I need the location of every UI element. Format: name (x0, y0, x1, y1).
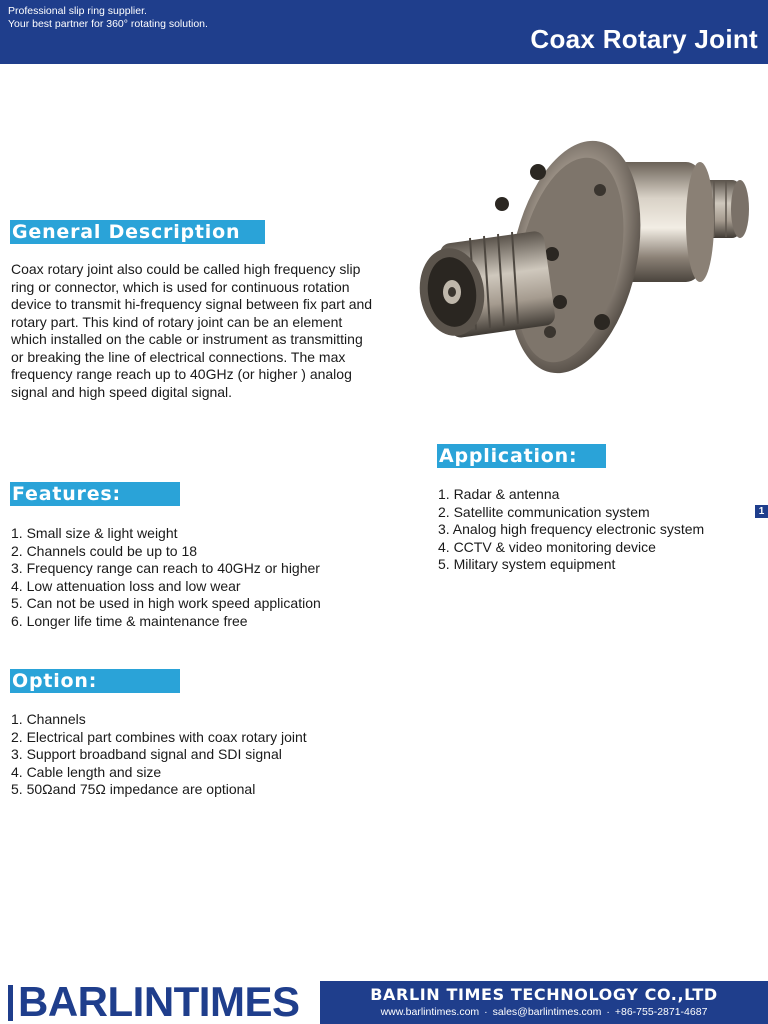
list-item: 3. Support broadband signal and SDI signal (11, 746, 282, 763)
general-description-text: Coax rotary joint also could be called high frequency slip ring or connector, which is used for continuous rotation device to transmit hi-frequency signal between fix part and rotary part. This kind of rotary joint can be an element which installed on the cable or instrument as transmitting or breaking the line of electrical connections. The max frequency range reach up to 40GHz (or higher ) analog signal and high speed digital signal. (11, 261, 373, 400)
list-item: 1. Small size & light weight (11, 525, 178, 541)
option-heading: Option: (10, 669, 180, 693)
tagline-line-1: Professional slip ring supplier. (8, 5, 147, 17)
general-description-heading: General Description (10, 220, 265, 244)
logo-accent-bar (8, 985, 13, 1021)
list-item: 2. Channels could be up to 18 (11, 542, 198, 559)
option-list (11, 711, 307, 799)
footer-band (320, 981, 768, 1024)
contact-line (320, 1006, 768, 1018)
list-item: 1. Channels (11, 711, 86, 727)
list-item: 5. Can not be used in high work speed application (11, 595, 321, 612)
features-list (11, 525, 321, 631)
company-name: BARLIN TIMES TECHNOLOGY CO.,LTD (370, 985, 718, 1004)
application-list (438, 486, 704, 574)
product-photo (410, 132, 760, 382)
application-heading: Application: (437, 444, 606, 468)
list-item: 4. CCTV & video monitoring device (438, 538, 656, 555)
list-item: 4. Cable length and size (11, 763, 162, 780)
list-item: 6. Longer life time & maintenance free (11, 612, 248, 629)
separator: · (606, 1006, 610, 1018)
separator: · (484, 1006, 488, 1018)
phone-number: +86-755-2871-4687 (614, 1006, 708, 1018)
tagline-line-2: Your best partner for 360° rotating solution. (8, 18, 208, 30)
tagline (8, 5, 208, 31)
front-connector (414, 230, 556, 340)
list-item: 2. Satellite communication system (438, 503, 650, 520)
list-item: 2. Electrical part combines with coax rotary joint (11, 728, 307, 745)
email-link[interactable]: sales@barlintimes.com (492, 1006, 602, 1018)
company-logo: BARLINTIMES (18, 978, 300, 1024)
list-item: 3. Analog high frequency electronic system (438, 521, 705, 538)
website-link[interactable]: www.barlintimes.com (380, 1006, 480, 1018)
list-item: 1. Radar & antenna (438, 486, 560, 502)
features-heading: Features: (10, 482, 180, 506)
list-item: 5. 50Ωand 75Ω impedance are optional (11, 781, 256, 798)
list-item: 3. Frequency range can reach to 40GHz or higher (11, 560, 320, 577)
page-number: 1 (755, 505, 768, 518)
list-item: 5. Military system equipment (438, 556, 616, 573)
header-bar (0, 0, 768, 64)
page-title: Coax Rotary Joint (530, 24, 758, 54)
list-item: 4. Low attenuation loss and low wear (11, 577, 241, 594)
